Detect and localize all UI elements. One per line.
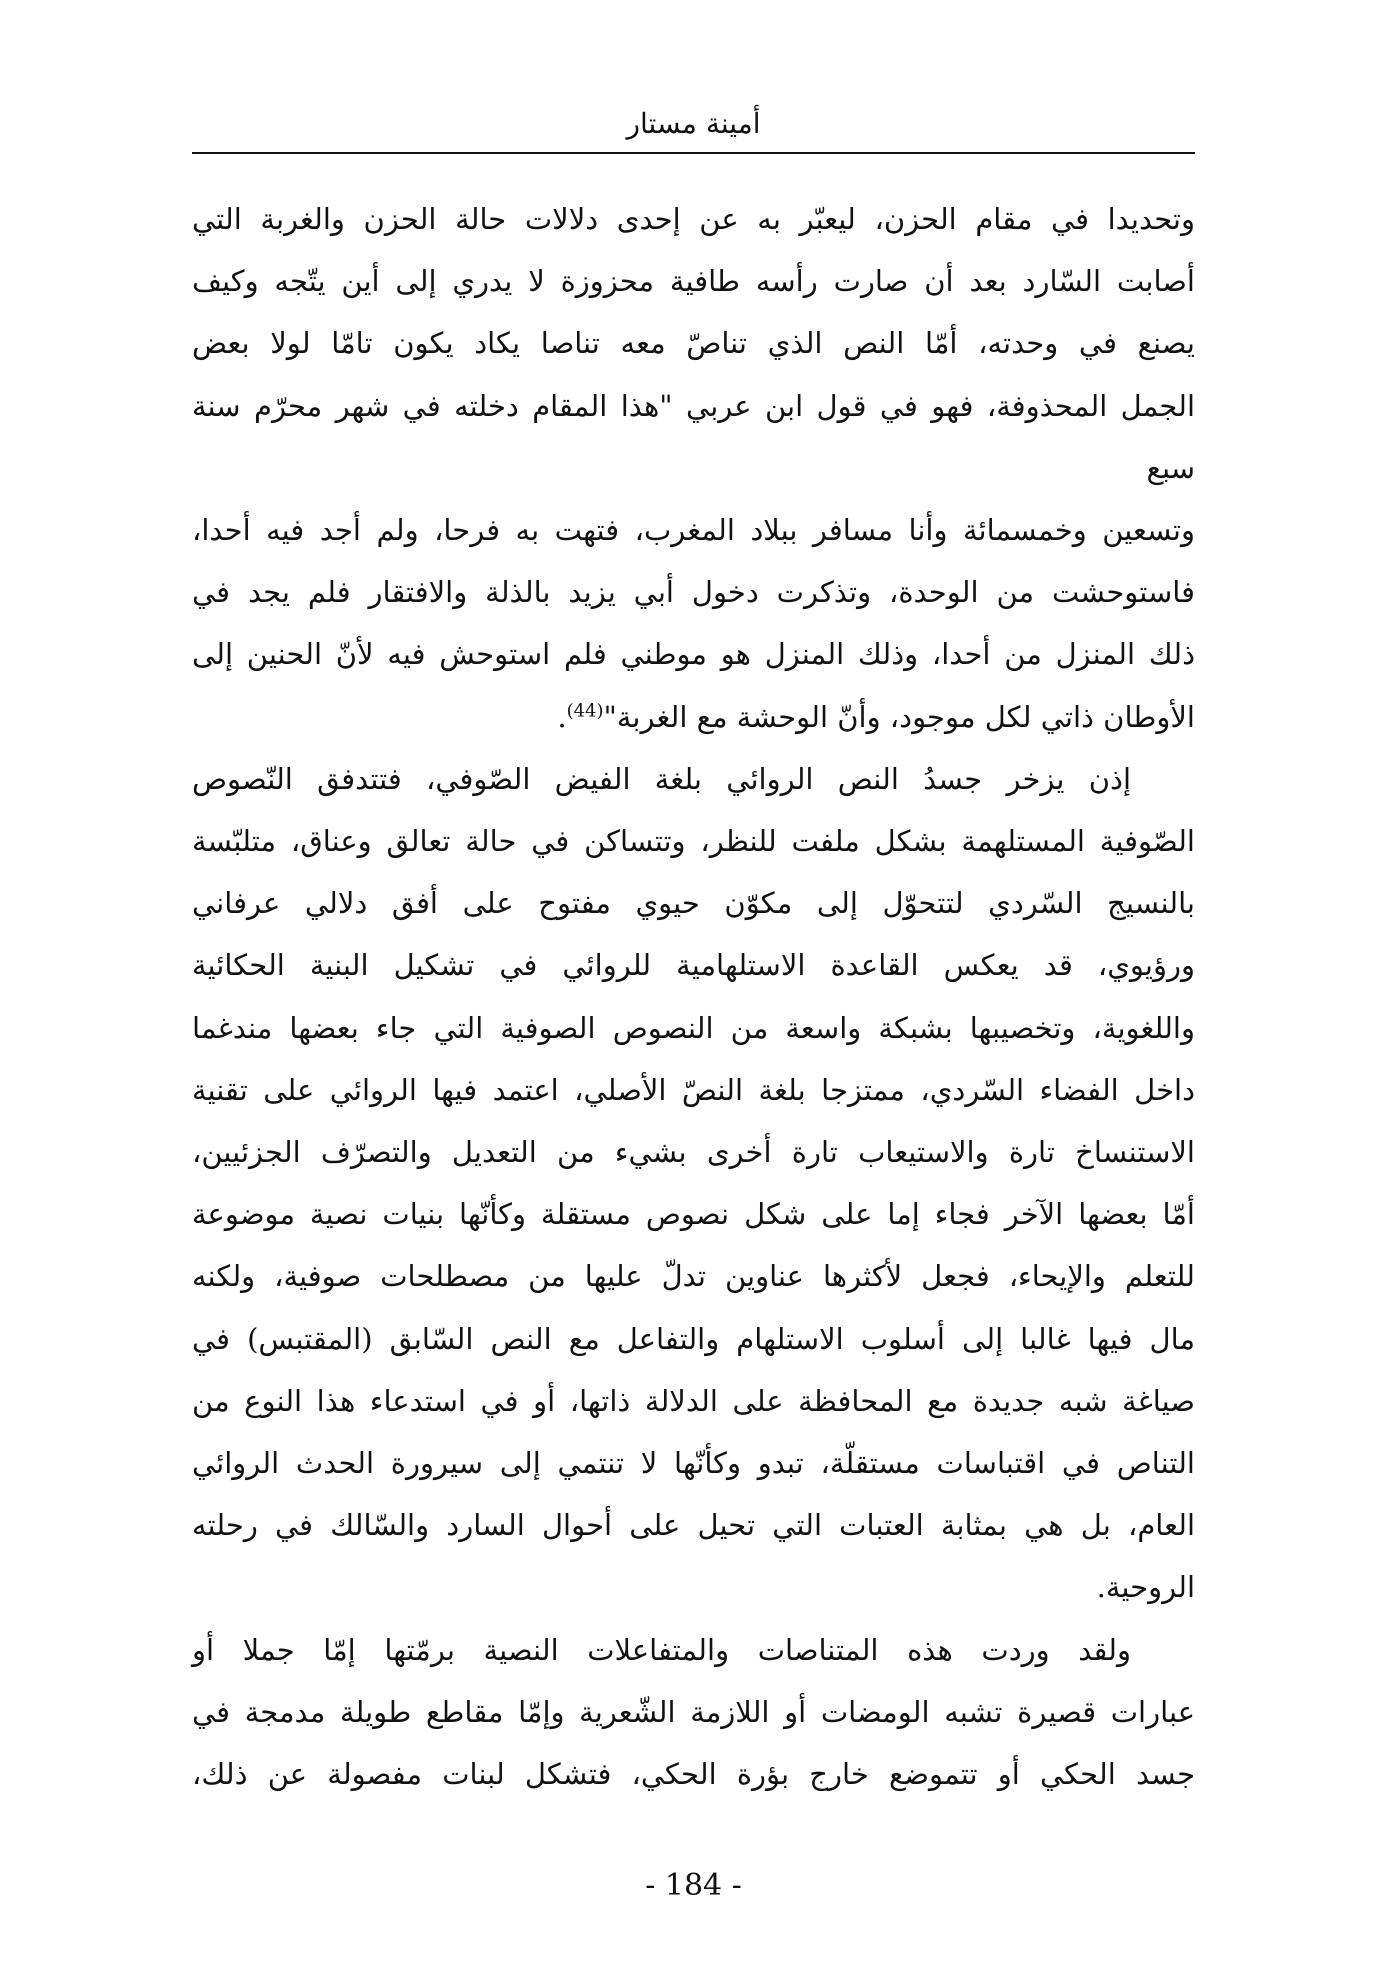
text-line: وتسعين وخمسمائة وأنا مسافر ببلاد المغرب، فتهت به فرحا، ولم أجد فيه أحدا، — [192, 513, 1195, 548]
text-line: العام، بل هي بمثابة العتبات التي تحيل على أحوال السارد والسّالك في رحلته — [192, 1508, 1195, 1543]
text-line: يصنع في وحدته، أمّا النص الذي تناصّ معه تناصا يكاد يكون تامّا لولا بعض — [192, 326, 1195, 361]
footnote-tail: . — [557, 699, 567, 734]
text-line: صياغة شبه جديدة مع المحافظة على الدلالة ذاتها، أو في استدعاء هذا النوع من — [192, 1383, 1195, 1418]
text-line: الصّوفية المستلهمة بشكل ملفت للنظر، وتتساكن في حالة تعالق وعناق، متلبّسة — [192, 824, 1195, 859]
text-line: التناص في اقتباسات مستقلّة، تبدو وكأنّها لا تنتمي إلى سيرورة الحدث الروائي — [192, 1446, 1195, 1481]
text-line: ذلك المنزل من أحدا، وذلك المنزل هو موطني فلم استوحش فيه لأنّ الحنين إلى — [192, 637, 1195, 672]
text-line: الاستنساخ تارة والاستيعاب تارة أخرى بشيء من التعديل والتصرّف الجزئيين، — [192, 1135, 1195, 1170]
running-header: أمينة مستار — [626, 107, 761, 140]
page-number: - 184 - — [645, 1868, 742, 1903]
header-rule — [192, 152, 1195, 154]
text-line: إذن يزخر جسدُ النص الروائي بلغة الفيض الصّوفي، فتتدفق النّصوص — [192, 761, 1131, 796]
text-line: وتحديدا في مقام الحزن، ليعبّر به عن إحدى دلالات حالة الحزن والغربة التي — [192, 202, 1195, 236]
text-line: أصابت السّارد بعد أن صارت رأسه طافية محزوزة لا يدري إلى أين يتّجه وكيف — [192, 264, 1195, 299]
text-line: فاستوحشت من الوحدة، وتذكرت دخول أبي يزيد بالذلة والافتقار فلم يجد في — [192, 575, 1195, 610]
text-line: ولقد وردت هذه المتناصات والمتفاعلات النصية برمّتها إمّا جملا أو — [192, 1632, 1131, 1667]
text-line: الأوطان ذاتي لكل موجود، وأنّ الوحشة مع الغربة" — [603, 699, 1195, 734]
body-text — [192, 188, 1195, 1805]
text-line-with-footnote — [192, 686, 1195, 748]
text-line: جسد الحكي أو تتموضع خارج بؤرة الحكي، فتشكل لبنات مفصولة عن ذلك، — [192, 1757, 1195, 1792]
text-line: ورؤيوي، قد يعكس القاعدة الاستلهامية للروائي في تشكيل البنية الحكائية — [192, 948, 1195, 983]
text-line: داخل الفضاء السّردي، ممتزجا بلغة النصّ الأصلي، اعتمد فيها الروائي على تقنية — [192, 1072, 1195, 1107]
text-line: بالنسيج السّردي لتتحوّل إلى مكوّن حيوي مفتوح على أفق دلالي عرفاني — [192, 886, 1195, 921]
text-line: للتعلم والإيحاء، فجعل لأكثرها عناوين تدلّ عليها من مصطلحات صوفية، ولكنه — [192, 1259, 1195, 1294]
text-line: الروحية. — [1096, 1570, 1195, 1605]
text-line: أمّا بعضها الآخر فجاء إما على شكل نصوص مستقلة وكأنّها بنيات نصية موضوعة — [192, 1197, 1195, 1232]
text-line: الجمل المحذوفة، فهو في قول ابن عربي "هذا المقام دخلته في شهر محرّم سنة سبع — [192, 388, 1195, 485]
footnote-ref: (44) — [566, 699, 604, 721]
text-line: واللغوية، وتخصيبها بشبكة واسعة من النصوص الصوفية التي جاء بعضها مندغما — [192, 1010, 1195, 1045]
text-line: عبارات قصيرة تشبه الومضات أو اللازمة الشّعرية وإمّا مقاطع طويلة مدمجة في — [192, 1694, 1195, 1729]
text-line: مال فيها غالبا إلى أسلوب الاستلهام والتفاعل مع النص السّابق (المقتبس) في — [192, 1321, 1196, 1356]
